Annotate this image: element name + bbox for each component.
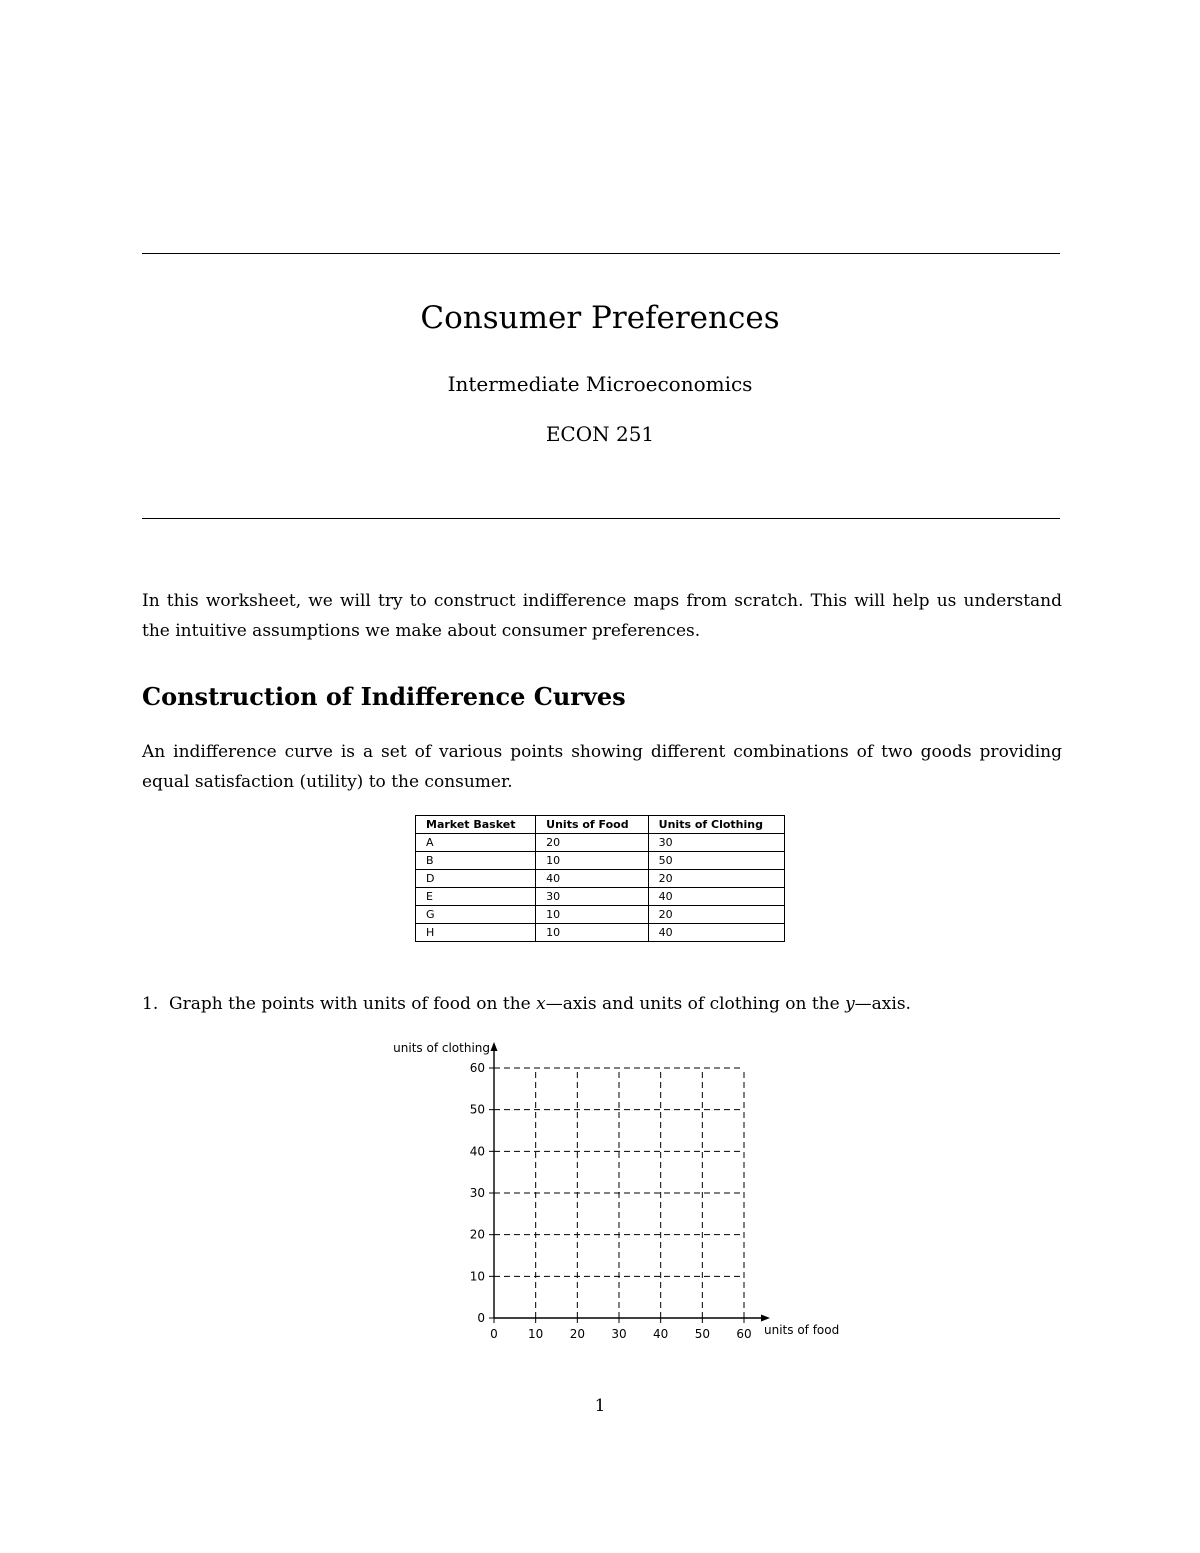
- y-axis-arrow: [491, 1042, 498, 1051]
- x-tick-label: 20: [569, 1327, 585, 1341]
- food-cell: 10: [536, 852, 648, 870]
- x-tick-label: 10: [528, 1327, 544, 1341]
- section-heading: Construction of Indifference Curves: [142, 682, 626, 711]
- x-tick-label: 40: [653, 1327, 669, 1341]
- header-market-basket: Market Basket: [416, 816, 536, 834]
- table-row: [416, 888, 785, 906]
- page-number: 1: [594, 1396, 606, 1416]
- basket-cell: G: [416, 906, 536, 924]
- bottom-rule: [142, 518, 1060, 519]
- question-1: [142, 994, 911, 1014]
- table-row: [416, 870, 785, 888]
- y-tick-label: 30: [469, 1186, 485, 1200]
- y-tick-label: 0: [477, 1311, 485, 1325]
- blank-graph: [370, 1036, 870, 1346]
- y-variable: y: [845, 994, 855, 1014]
- x-axis-arrow: [761, 1315, 770, 1322]
- food-cell: 10: [536, 906, 648, 924]
- table-row: [416, 852, 785, 870]
- y-tick-label: 10: [469, 1269, 485, 1284]
- clothing-cell: 40: [648, 924, 784, 942]
- course-code: ECON 251: [545, 422, 655, 446]
- food-cell: 20: [536, 834, 648, 852]
- y-tick-label: 60: [469, 1061, 485, 1075]
- food-cell: 10: [536, 924, 648, 942]
- table-header-row: [416, 816, 785, 834]
- x-variable: x: [536, 994, 546, 1014]
- question-text-a: Graph the points with units of food on the: [169, 994, 537, 1014]
- basket-cell: A: [416, 834, 536, 852]
- food-cell: 40: [536, 870, 648, 888]
- table-row: [416, 906, 785, 924]
- basket-cell: D: [416, 870, 536, 888]
- x-tick-label: 30: [611, 1327, 627, 1341]
- basket-cell: E: [416, 888, 536, 906]
- top-rule: [142, 253, 1060, 254]
- clothing-cell: 50: [648, 852, 784, 870]
- basket-cell: H: [416, 924, 536, 942]
- document-title: Consumer Preferences: [420, 300, 780, 336]
- clothing-cell: 40: [648, 888, 784, 906]
- header-units-food: Units of Food: [536, 816, 648, 834]
- x-tick-label: 0: [490, 1327, 498, 1341]
- question-number: 1.: [142, 994, 159, 1014]
- x-tick-label: 60: [736, 1327, 752, 1341]
- clothing-cell: 30: [648, 834, 784, 852]
- y-axis-label: units of clothing: [393, 1041, 490, 1055]
- clothing-cell: 20: [648, 870, 784, 888]
- definition-paragraph: An indifference curve is a set of various points showing different combinations of two goods providing equal satisfaction (utility) to the consumer.: [142, 742, 1062, 792]
- y-tick-label: 40: [469, 1144, 485, 1159]
- x-tick-label: 50: [694, 1327, 710, 1341]
- clothing-cell: 20: [648, 906, 784, 924]
- y-tick-label: 20: [469, 1227, 485, 1242]
- question-text-c: —axis.: [854, 994, 911, 1014]
- table-row: [416, 924, 785, 942]
- header-units-clothing: Units of Clothing: [648, 816, 784, 834]
- food-cell: 30: [536, 888, 648, 906]
- x-axis-label: units of food: [764, 1323, 840, 1337]
- y-tick-label: 50: [469, 1102, 485, 1117]
- question-text-b: —axis and units of clothing on the: [545, 994, 846, 1014]
- market-basket-table: [415, 815, 785, 942]
- document-subtitle: Intermediate Microeconomics: [447, 372, 753, 396]
- table-row: [416, 834, 785, 852]
- intro-paragraph: In this worksheet, we will try to construct indifference maps from scratch. This will help us understand the intuitive assumptions we make about consumer preferences.: [142, 591, 1062, 641]
- basket-cell: B: [416, 852, 536, 870]
